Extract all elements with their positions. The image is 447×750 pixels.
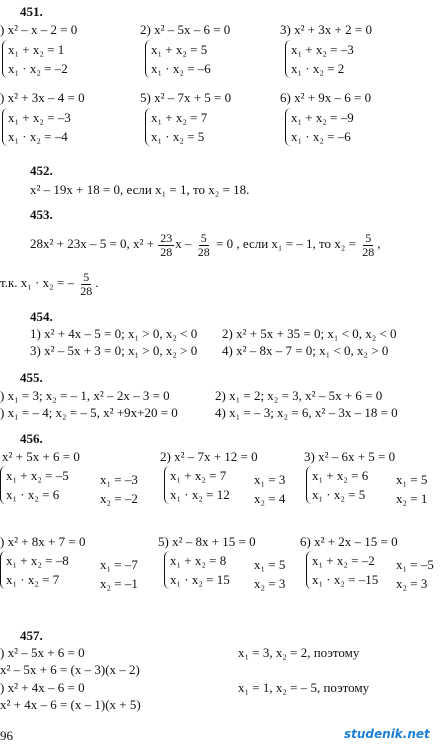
p451-eq-5: 5) x² – 7x + 5 = 0	[140, 90, 232, 105]
p451-prod-6: x₁ · x₂ = –6	[291, 129, 351, 144]
p456-prod-3: x₁ · x₂ = 5	[312, 487, 366, 502]
p453-text-a: 28x² + 23x – 5 = 0, x² +	[30, 236, 155, 251]
p454-line-1: 1) x² + 4x – 5 = 0; x₁ > 0, x₂ < 0	[30, 326, 198, 341]
p453-text-c: = 0 , если x₁ = – 1, то x₂ =	[216, 236, 356, 251]
p456-root1-3: x₁ = 5	[396, 472, 428, 487]
p456-prod-2: x₁ · x₂ = 12	[170, 487, 230, 502]
p456-root2-1: x₂ = –2	[100, 491, 138, 506]
p456-root2-4: x₂ = –1	[100, 576, 138, 591]
p456-system-5	[164, 551, 230, 589]
p453-line-2	[0, 268, 99, 298]
p451-eq-4: ) x² + 3x – 4 = 0	[0, 90, 85, 105]
p456-eq-4: ) x² + 8x + 7 = 0	[0, 534, 86, 549]
p456-roots-4	[100, 555, 138, 593]
p454-line-2: 2) x² + 5x + 35 = 0; x₁ < 0, x₂ < 0	[222, 326, 397, 341]
p453-text-b: x –	[175, 236, 192, 251]
p453-fraction-2: $\frac{5}{28}$	[197, 230, 210, 259]
p451-sum-1: x₁ + x₂ = 1	[8, 42, 65, 57]
p453-text-e: т.к. x₁ · x₂ = –	[0, 275, 74, 290]
p456-eq-1: x² + 5x + 6 = 0	[2, 449, 80, 464]
p456-prod-5: x₁ · x₂ = 15	[170, 572, 230, 587]
p456-prod-4: x₁ · x₂ = 7	[6, 572, 60, 587]
p456-root1-2: x₁ = 3	[254, 472, 286, 487]
p457-roots-2: x₁ = 1, x₂ = – 5, поэтому	[238, 680, 370, 695]
p456-sum-2: x₁ + x₂ = 7	[170, 468, 227, 483]
p451-prod-4: x₁ · x₂ = –4	[8, 129, 68, 144]
p451-prod-2: x₁ · x₂ = –6	[151, 61, 211, 76]
p456-root1-5: x₁ = 5	[254, 557, 286, 572]
p451-prod-5: x₁ · x₂ = 5	[151, 129, 205, 144]
p457-roots-1: x₁ = 3, x₂ = 2, поэтому	[238, 645, 360, 660]
p451-eq-3: 3) x² + 3x + 2 = 0	[280, 22, 372, 37]
p456-system-4	[0, 551, 69, 589]
p451-system-4	[2, 108, 71, 146]
problem-454-header: 454.	[30, 309, 53, 324]
p456-root2-5: x₂ = 3	[254, 576, 286, 591]
p456-root2-6: x₂ = 3	[396, 576, 428, 591]
p457-factor-1: x² – 5x + 6 = (x – 3)(x – 2)	[0, 662, 140, 677]
p457-eq-2: ) x² + 4x – 6 = 0	[0, 680, 85, 695]
p451-sum-2: x₁ + x₂ = 5	[151, 42, 208, 57]
p451-system-1	[2, 40, 68, 78]
p451-system-3	[285, 40, 354, 78]
p451-system-2	[145, 40, 211, 78]
p456-root1-6: x₁ = –5	[396, 557, 434, 572]
p451-prod-1: x₁ · x₂ = –2	[8, 61, 68, 76]
p453-text-f: .	[95, 275, 99, 290]
p456-roots-2	[254, 470, 285, 508]
p451-sum-5: x₁ + x₂ = 7	[151, 110, 208, 125]
p455-line-4: 4) x₁ = – 3; x₂ = 6, x² – 3x – 18 = 0	[215, 405, 398, 420]
p456-roots-1	[100, 470, 138, 508]
p456-eq-5: 5) x² – 8x + 15 = 0	[158, 534, 256, 549]
p456-system-2	[164, 466, 230, 504]
p456-sum-1: x₁ + x₂ = –5	[6, 468, 69, 483]
p453-fraction-1: $\frac{23}{28}$	[160, 230, 173, 259]
p451-system-5	[145, 108, 207, 146]
p451-prod-3: x₁ · x₂ = 2	[291, 61, 345, 76]
p457-eq-1: ) x² – 5x + 6 = 0	[0, 645, 85, 660]
p451-sum-4: x₁ + x₂ = –3	[8, 110, 71, 125]
p451-sum-3: x₁ + x₂ = –3	[291, 42, 354, 57]
p456-eq-6: 6) x² + 2x – 15 = 0	[300, 534, 398, 549]
p456-sum-5: x₁ + x₂ = 8	[170, 553, 227, 568]
problem-456-header: 456.	[20, 431, 43, 446]
problem-455-header: 455.	[20, 370, 43, 385]
watermark: studenik.net	[344, 727, 430, 741]
p456-sum-4: x₁ + x₂ = –8	[6, 553, 69, 568]
p456-root2-2: x₂ = 4	[254, 491, 286, 506]
p453-fraction-4: $\frac{5}{28}$	[80, 269, 93, 298]
problem-457-header: 457.	[20, 628, 43, 643]
p455-line-3: ) x₁ = – 4; x₂ = – 5, x² +9x+20 = 0	[0, 405, 178, 420]
p456-root1-1: x₁ = –3	[100, 472, 138, 487]
p451-eq-1: ) x² – x – 2 = 0	[0, 22, 78, 37]
p453-line-1	[30, 229, 380, 259]
page-number: 96	[0, 728, 13, 743]
p456-system-6	[306, 551, 378, 589]
p456-prod-6: x₁ · x₂ = –15	[312, 572, 379, 587]
p451-system-6	[285, 108, 354, 146]
p456-root1-4: x₁ = –7	[100, 557, 138, 572]
p456-eq-2: 2) x² – 7x + 12 = 0	[160, 449, 258, 464]
p456-roots-3	[396, 470, 427, 508]
p456-root2-3: x₂ = 1	[396, 491, 428, 506]
p456-system-3	[306, 466, 368, 504]
p453-fraction-3: $\frac{5}{28}$	[362, 230, 375, 259]
problem-451-header: 451.	[20, 4, 43, 19]
p456-prod-1: x₁ · x₂ = 6	[6, 487, 60, 502]
p454-line-3: 3) x² – 5x + 3 = 0; x₁ > 0, x₂ > 0	[30, 343, 198, 358]
problem-452-header: 452.	[30, 163, 53, 178]
p456-eq-3: 3) x² – 6x + 5 = 0	[304, 449, 396, 464]
p452-solution: x² – 19x + 18 = 0, если x₁ = 1, то x₂ = 18.	[30, 182, 250, 197]
p453-text-d: ,	[377, 236, 381, 251]
p454-line-4: 4) x² – 8x – 7 = 0; x₁ < 0, x₂ > 0	[222, 343, 389, 358]
p451-eq-6: 6) x² + 9x – 6 = 0	[280, 90, 372, 105]
p455-line-1: ) x₁ = 3; x₂ = – 1, x² – 2x – 3 = 0	[0, 388, 170, 403]
p457-factor-2: x² + 4x – 6 = (x – 1)(x + 5)	[0, 697, 141, 712]
problem-453-header: 453.	[30, 207, 53, 222]
p451-eq-2: 2) x² – 5x – 6 = 0	[140, 22, 231, 37]
p456-sum-6: x₁ + x₂ = –2	[312, 553, 375, 568]
p456-roots-6	[396, 555, 434, 593]
p456-system-1	[0, 466, 69, 504]
p451-sum-6: x₁ + x₂ = –9	[291, 110, 354, 125]
p456-sum-3: x₁ + x₂ = 6	[312, 468, 369, 483]
p456-roots-5	[254, 555, 285, 593]
p455-line-2: 2) x₁ = 2; x₂ = 3, x² – 5x + 6 = 0	[215, 388, 383, 403]
